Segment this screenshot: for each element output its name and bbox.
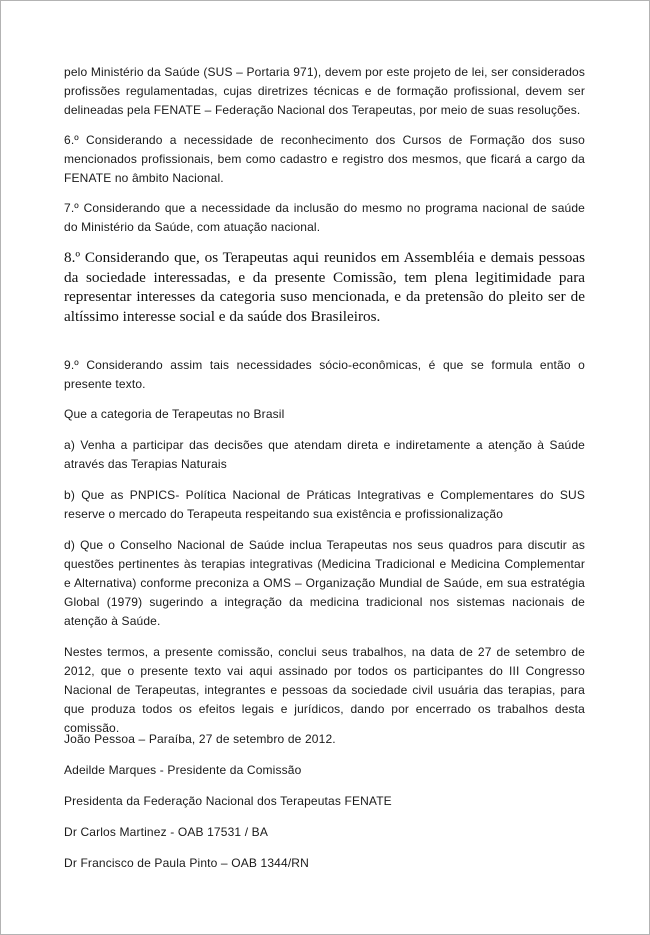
date-location-line: João Pessoa – Paraíba, 27 de setembro de 2012. <box>64 732 336 746</box>
signatory-adeilde: Adeilde Marques - Presidente da Comissão <box>64 763 302 777</box>
paragraph-categoria: Que a categoria de Terapeutas no Brasil <box>64 407 285 421</box>
paragraph-nestes-termos: Nestes termos, a presente comissão, conclui seus trabalhos, na data de 27 de setembro de 2012, que o presente texto vai aqui assinado por todos os participantes do III Congresso Nacional de Terapeutas, integrantes e pessoas da sociedade civil usuária das terapias, para que produza todos os efeitos legais e jurídicos, dando por encerrado os trabalhos desta comissão. <box>64 645 585 735</box>
paragraph-item-9: 9.º Considerando assim tais necessidades sócio-econômicas, é que se formula então o presente texto. <box>64 358 585 391</box>
paragraph-item-6: 6.º Considerando a necessidade de reconhecimento dos Cursos de Formação dos suso mencionados profissionais, bem como cadastro e registro dos mesmos, que ficará a cargo da FENATE no âmbito Nacional. <box>64 133 585 185</box>
paragraph-ministerio-saude: pelo Ministério da Saúde (SUS – Portaria 971), devem por este projeto de lei, ser considerados profissões regulamentadas, cujas diretrizes técnicas e de formação profissional, devem ser delineadas pela FENATE – Federação Nacional dos Terapeutas, por meio de suas resoluções. <box>64 65 585 117</box>
paragraph-item-7: 7.º Considerando que a necessidade da inclusão do mesmo no programa nacional de saúde do Ministério da Saúde, com atuação nacional. <box>64 201 585 234</box>
paragraph-item-b: b) Que as PNPICS- Política Nacional de Práticas Integrativas e Complementares do SUS reserve o mercado do Terapeuta respeitando sua existência e profissionalização <box>64 488 585 521</box>
oab-number: 1344/RN <box>260 856 309 870</box>
paragraph-item-a: a) Venha a participar das decisões que atendam direta e indiretamente a atenção à Saúde através das Terapias Naturais <box>64 438 585 471</box>
signatory-francisco <box>64 854 585 873</box>
signatory-carlos: Dr Carlos Martinez - OAB 17531 / BA <box>64 825 268 839</box>
signatory-presidenta: Presidenta da Federação Nacional dos Terapeutas FENATE <box>64 794 392 808</box>
paragraph-item-d: d) Que o Conselho Nacional de Saúde inclua Terapeutas nos seus quadros para discutir as questões pertinentes às terapias integrativas (Medicina Tradicional e Medicina Complementar e Alternativa) conforme preconiza a OMS – Organização Mundial de Saúde, em sua estratégia Global (1979) sugerindo a integração da medicina tradicional nos sistemas nacionais de atenção à Saúde. <box>64 538 585 628</box>
signatory-francisco-text: Dr Francisco de Paula Pinto – OAB <box>64 856 261 870</box>
paragraph-item-8: 8.º Considerando que, os Terapeutas aqui reunidos em Assembléia e demais pessoas da sociedade interessadas, e da presente Comissão, tem plena legitimidade para representar interesses da categoria suso mencionada, e da pretensão do pleito ser de altíssimo interesse social e da saúde dos Brasileiros. <box>64 249 585 325</box>
